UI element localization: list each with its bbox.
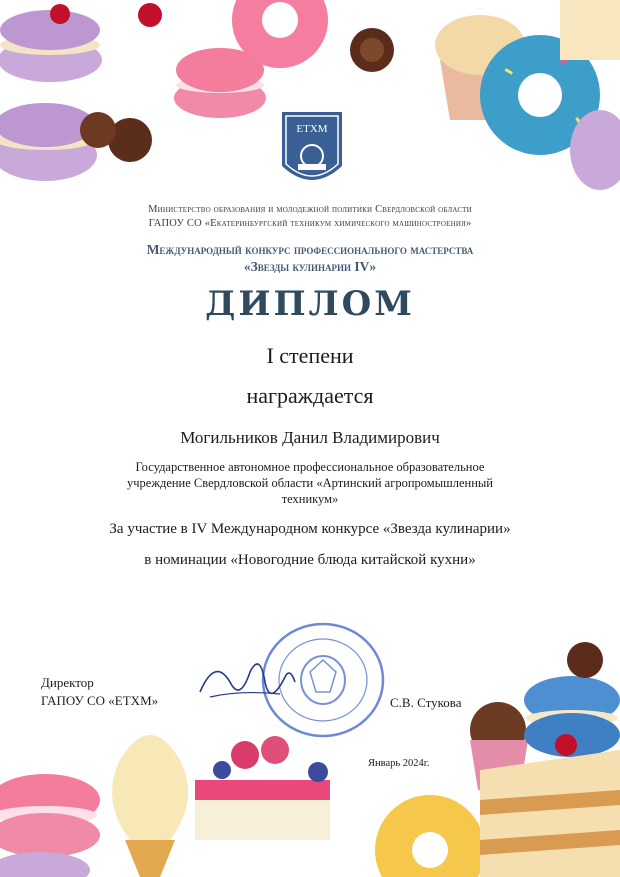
- director-block: [41, 674, 158, 710]
- participation-text: За участие в IV Международном конкурсе «Звезда кулинарии»: [109, 521, 511, 537]
- director-organization: ГАПОУ СО «ЕТХМ»: [41, 693, 159, 708]
- logo-text: ETXM: [296, 123, 328, 135]
- recipient-organization: Государственное автономное профессиональное образовательное учреждение Свердловской области «Артинский агропромышленный техникум»: [126, 460, 493, 506]
- ministry-line-2: ГАПОУ СО «Екатеринбургский техникум химического машиностроения»: [148, 218, 472, 229]
- contest-line-1: Международный конкурс профессионального мастерства: [146, 242, 474, 257]
- contest-line-2: «Звезды кулинарии IV»: [243, 259, 377, 274]
- ministry-heading: [0, 203, 620, 231]
- diploma-title: ДИПЛОМ: [205, 284, 415, 324]
- issue-date: Январь 2024г.: [368, 758, 430, 769]
- award-degree: I степени: [266, 343, 354, 368]
- contest-heading: [0, 241, 620, 275]
- signer-name: С.В. Стукова: [390, 695, 462, 710]
- recipient-name: Могильников Данил Владимирович: [180, 428, 440, 447]
- director-title: Директор: [41, 675, 94, 690]
- awarded-label: награждается: [246, 383, 374, 408]
- ministry-line-1: Министерство образования и молодежной политики Свердловской области: [148, 204, 472, 215]
- handwritten-signature-icon: [190, 652, 300, 712]
- nomination-text: в номинации «Новогодние блюда китайской кухни»: [144, 552, 476, 568]
- emblem-logo-icon: [280, 110, 344, 194]
